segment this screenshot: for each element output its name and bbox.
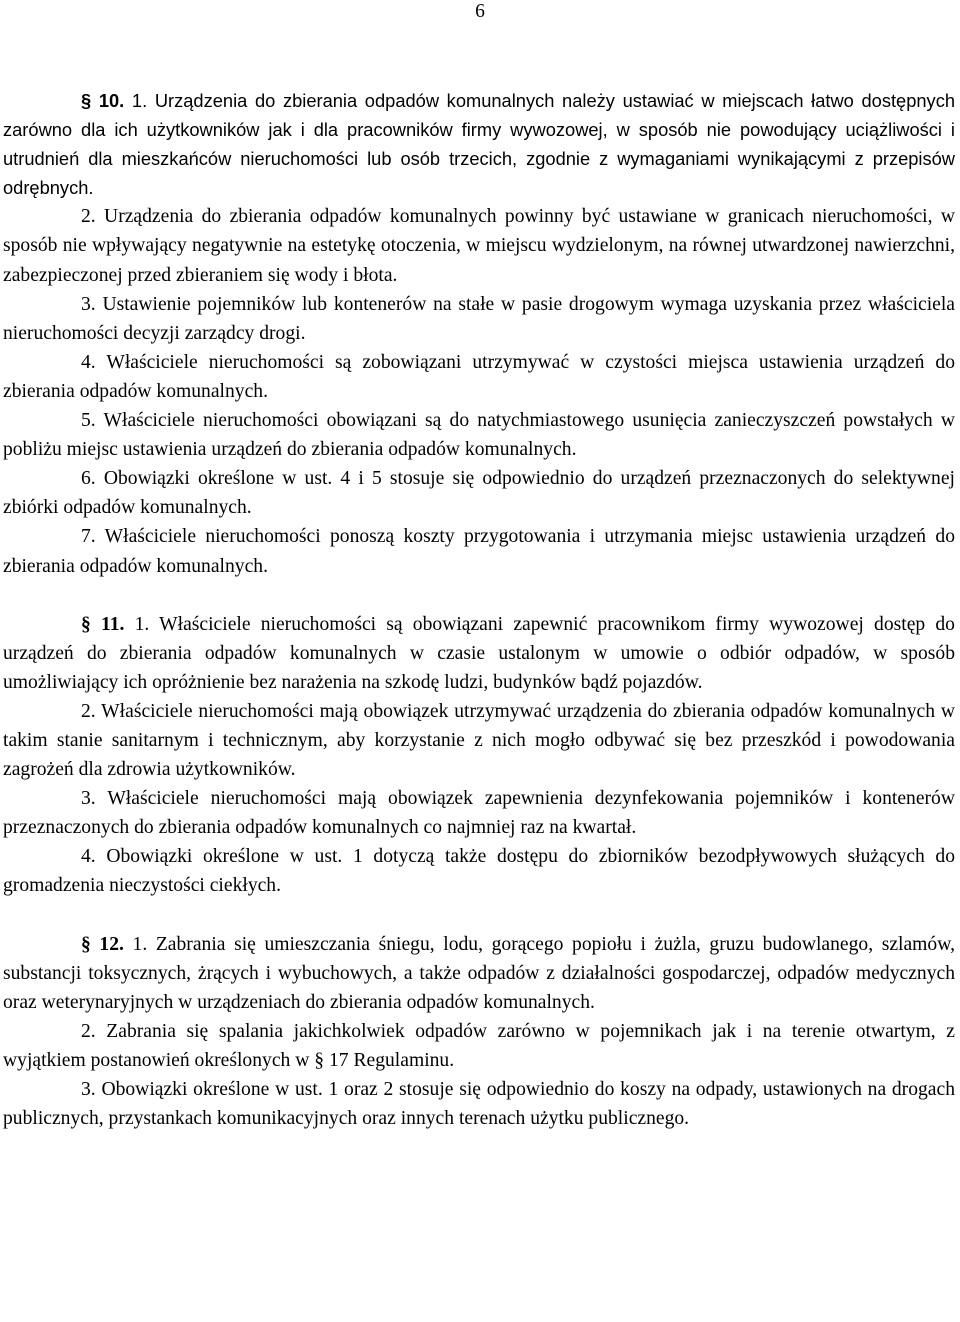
section-11-number: § 11.	[81, 613, 135, 635]
section-10-paragraph-5	[3, 406, 955, 464]
paragraph-text: 2. Zabrania się spalania jakichkolwiek odpadów zarówno w pojemnikach jak i na terenie otwartym, z wyjątkiem postanowień określonych w § 17 Regulaminu.	[3, 1020, 955, 1071]
paragraph-text: 3. Obowiązki określone w ust. 1 oraz 2 stosuje się odpowiednio do koszy na odpady, ustawionych na drogach publicznych, przystankach komunikacyjnych oraz innych terenach użytku publicznego.	[3, 1079, 955, 1130]
section-10-number: § 10.	[81, 90, 132, 111]
section-11-paragraph-3	[3, 784, 955, 842]
paragraph-text: 6. Obowiązki określone w ust. 4 i 5 stosuje się odpowiednio do urządzeń przeznaczonych do selektywnej zbiórki odpadów komunalnych.	[3, 468, 955, 519]
section-12-number: § 12.	[81, 933, 133, 955]
section-10-paragraph-3	[3, 290, 955, 348]
paragraph-text: 1. Właściciele nieruchomości są obowiązani zapewnić pracownikom firmy wywozowej dostęp do urządzeń do zbierania odpadów komunalnych w czasie ustalonym w umowie o odbiór odpadów, w sposób umożliwiający ich opróżnienie bez narażenia na szkodę ludzi, budynków bądź pojazdów.	[3, 613, 955, 693]
section-12-paragraph-1	[3, 930, 955, 1017]
section-11-paragraph-4	[3, 842, 955, 900]
paragraph-text: 1. Urządzenia do zbierania odpadów komunalnych należy ustawiać w miejscach łatwo dostępnych zarówno dla ich użytkowników jak i dla pracowników firmy wywozowej, w sposób nie powodujący uciążliwości i utrudnień dla mieszkańców nieruchomości lub osób trzecich, zgodnie z wymaganiami wynikającymi z przepisów odrębnych.	[3, 90, 956, 199]
paragraph-text: 5. Właściciele nieruchomości obowiązani są do natychmiastowego usunięcia zanieczyszczeń powstałych w pobliżu miejsc ustawienia urządzeń do zbierania odpadów komunalnych.	[3, 410, 955, 461]
paragraph-text: 2. Właściciele nieruchomości mają obowiązek utrzymywać urządzenia do zbierania odpadów komunalnych w takim stanie sanitarnym i technicznym, aby korzystanie z nich mogło odbywać się bez przeszkód i powodowania zagrożeń dla zdrowia użytkowników.	[3, 700, 955, 781]
section-12-paragraph-3	[3, 1075, 955, 1133]
paragraph-text: 4. Obowiązki określone w ust. 1 dotyczą także dostępu do zbiorników bezodpływowych służących do gromadzenia nieczystości ciekłych.	[3, 846, 955, 897]
section-10-paragraph-6	[3, 464, 955, 522]
paragraph-text: 7. Właściciele nieruchomości ponoszą koszty przygotowania i utrzymania miejsc ustawienia urządzeń do zbierania odpadów komunalnych.	[3, 526, 955, 577]
section-10-paragraph-4	[3, 348, 955, 406]
paragraph-text: 3. Ustawienie pojemników lub kontenerów na stałe w pasie drogowym wymaga uzyskania przez właściciela nieruchomości decyzji zarządcy drogi.	[3, 293, 955, 344]
paragraph-text: 3. Właściciele nieruchomości mają obowiązek zapewnienia dezynfekowania pojemników i kontenerów przeznaczonych do zbierania odpadów komunalnych co najmniej raz na kwartał.	[3, 788, 955, 839]
section-12-paragraph-2	[3, 1017, 955, 1075]
page-number: 6	[475, 1, 485, 22]
section-11-paragraph-1	[3, 610, 955, 697]
document-body	[3, 86, 955, 1133]
paragraph-text: 1. Zabrania się umieszczania śniegu, lodu, gorącego popiołu i żużla, gruzu budowlanego, szlamów, substancji toksycznych, żrących i wybuchowych, a także odpadów z działalności gospodarczej, odpadów medycznych oraz weterynaryjnych w urządzeniach do zbierania odpadów komunalnych.	[3, 933, 955, 1013]
section-10-paragraph-7	[3, 522, 955, 580]
paragraph-text: 4. Właściciele nieruchomości są zobowiązani utrzymywać w czystości miejsca ustawienia urządzeń do zbierania odpadów komunalnych.	[3, 351, 955, 402]
section-10-paragraph-2	[3, 202, 955, 289]
paragraph-text: 2. Urządzenia do zbierania odpadów komunalnych powinny być ustawiane w granicach nieruchomości, w sposób nie wpływający negatywnie na estetykę otoczenia, w miejscu wydzielonym, na równej utwardzonej nawierzchni, zabezpieczonej przed zbieraniem się wody i błota.	[3, 206, 955, 286]
section-11-paragraph-2	[3, 697, 955, 784]
section-10-paragraph-1	[3, 86, 955, 202]
